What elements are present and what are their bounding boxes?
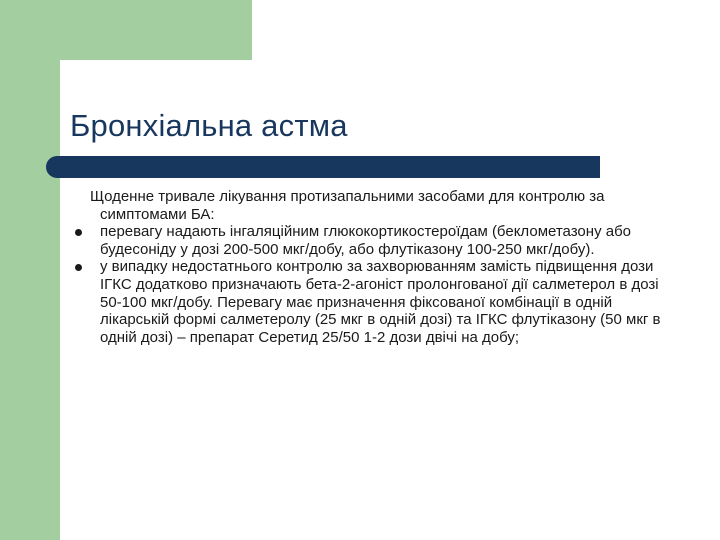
bullet-text: у випадку недостатнього контролю за захворюванням замість підвищення дози ІГКС додатково призначають бета-2-агоніст пролонгованої дії салметерол в дозі 50-100 мкг/добу. Перевагу має призначення фіксованої комбінації в одній лікарській формі салметеролу (25 мкг в одній дозі) та ІГКС флутіказону (50 мкг в одній дозі) – препарат Серетид 25/50 1-2 дози двічі на добу; [100, 258, 661, 346]
decorative-frame-left [0, 0, 60, 540]
bullet-text: перевагу надають інгаляційним глюкокортикостероїдам (беклометазону або будесоніду у дозі 200-500 мкг/добу, або флутіказону 100-250 мкг/добу). [100, 223, 632, 258]
slide-body [75, 188, 675, 346]
bullet-item [75, 223, 675, 258]
decorative-frame-top [0, 0, 252, 60]
bullet-list [75, 223, 675, 346]
bullet-dot-icon [75, 264, 82, 271]
intro-text: Щоденне тривале лікування протизапальними засобами для контролю за симптомами БА: [90, 188, 605, 223]
slide-title: Бронхіальна астма [70, 108, 348, 143]
bullet-dot-icon [75, 229, 82, 236]
title-underline-bar [46, 156, 600, 178]
bullet-item [75, 258, 675, 346]
